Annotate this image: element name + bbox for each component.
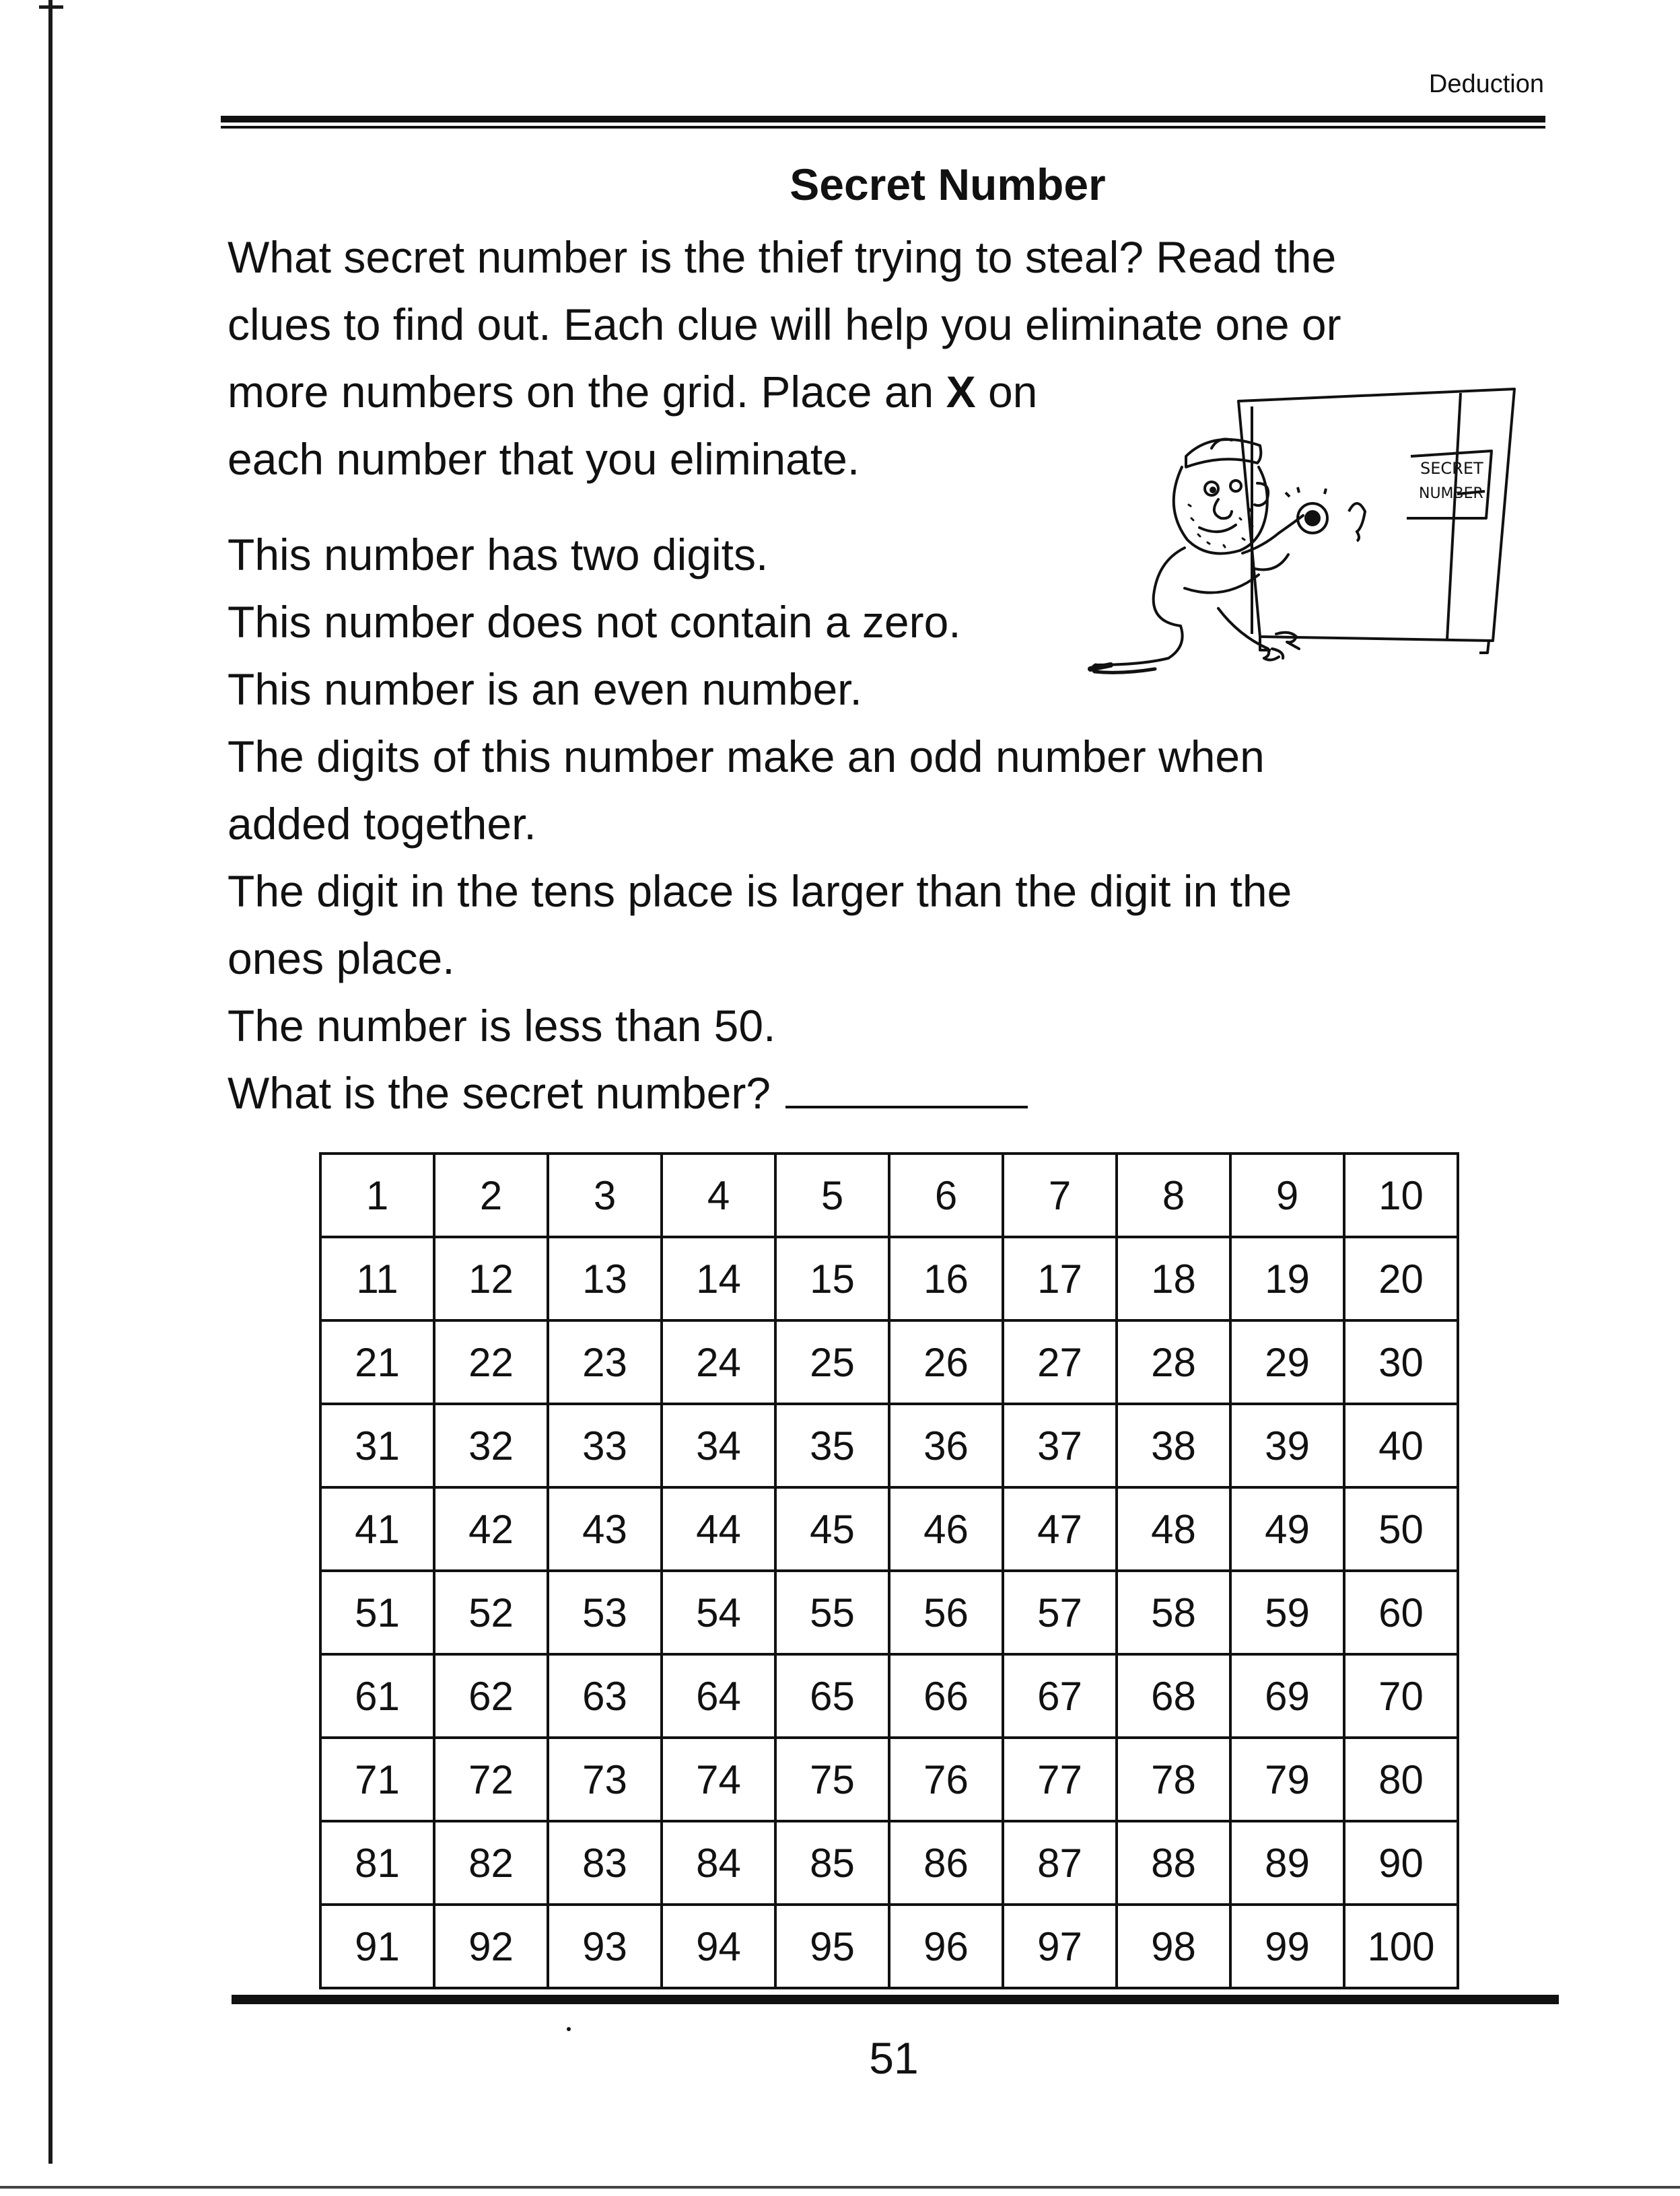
grid-cell[interactable]: 46 bbox=[889, 1487, 1003, 1571]
header-rule bbox=[221, 116, 1545, 131]
grid-cell[interactable]: 19 bbox=[1230, 1237, 1344, 1320]
grid-cell[interactable]: 27 bbox=[1003, 1320, 1117, 1404]
grid-cell[interactable]: 26 bbox=[889, 1320, 1003, 1404]
grid-row bbox=[320, 1905, 1458, 1988]
grid-cell[interactable]: 33 bbox=[548, 1404, 662, 1487]
grid-cell[interactable]: 97 bbox=[1003, 1905, 1117, 1988]
grid-cell[interactable]: 18 bbox=[1117, 1237, 1230, 1320]
instructions-line: What secret number is the thief trying to steal? Read the bbox=[228, 232, 1337, 282]
grid-cell[interactable]: 47 bbox=[1003, 1487, 1117, 1571]
grid-cell[interactable]: 94 bbox=[662, 1905, 775, 1988]
grid-cell[interactable]: 81 bbox=[320, 1821, 434, 1905]
grid-cell[interactable]: 35 bbox=[775, 1404, 889, 1487]
question-line bbox=[228, 1059, 1506, 1127]
grid-row bbox=[320, 1404, 1458, 1487]
grid-cell[interactable]: 13 bbox=[548, 1237, 662, 1320]
grid-cell[interactable]: 16 bbox=[889, 1237, 1003, 1320]
grid-row bbox=[320, 1654, 1458, 1738]
grid-cell[interactable]: 99 bbox=[1230, 1905, 1344, 1988]
safe-label-line2: NUMBER bbox=[1419, 485, 1483, 502]
answer-blank[interactable] bbox=[785, 1068, 1028, 1108]
grid-cell[interactable]: 1 bbox=[320, 1154, 434, 1237]
grid-row bbox=[320, 1487, 1458, 1571]
grid-cell[interactable]: 69 bbox=[1230, 1654, 1344, 1738]
grid-cell[interactable]: 65 bbox=[775, 1654, 889, 1738]
grid-cell[interactable]: 14 bbox=[662, 1237, 775, 1320]
grid-cell[interactable]: 4 bbox=[662, 1154, 775, 1237]
grid-cell[interactable]: 15 bbox=[775, 1237, 889, 1320]
grid-cell[interactable]: 3 bbox=[548, 1154, 662, 1237]
section-label: Deduction bbox=[1428, 70, 1544, 98]
clue: The digits of this number make an odd number when bbox=[228, 732, 1265, 781]
clue: This number is an even number. bbox=[228, 664, 862, 714]
grid-cell[interactable]: 17 bbox=[1003, 1237, 1117, 1320]
grid-row bbox=[320, 1738, 1458, 1821]
grid-cell[interactable]: 32 bbox=[434, 1404, 548, 1487]
grid-cell[interactable]: 68 bbox=[1117, 1654, 1230, 1738]
grid-cell[interactable]: 95 bbox=[775, 1905, 889, 1988]
grid-cell[interactable]: 45 bbox=[775, 1487, 889, 1571]
grid-cell[interactable]: 24 bbox=[662, 1320, 775, 1404]
clue-list bbox=[228, 521, 1506, 1127]
grid-cell[interactable]: 82 bbox=[434, 1821, 548, 1905]
grid-cell[interactable]: 93 bbox=[548, 1905, 662, 1988]
grid-cell[interactable]: 62 bbox=[434, 1654, 548, 1738]
grid-cell[interactable]: 22 bbox=[434, 1320, 548, 1404]
grid-cell[interactable]: 40 bbox=[1344, 1404, 1458, 1487]
grid-cell[interactable]: 12 bbox=[434, 1237, 548, 1320]
binding-edge bbox=[48, 0, 53, 2164]
grid-cell[interactable]: 98 bbox=[1117, 1905, 1230, 1988]
hundreds-grid bbox=[319, 1152, 1459, 1969]
instructions-text: on bbox=[975, 367, 1038, 417]
footer-rule bbox=[232, 1995, 1559, 2004]
clue: added together. bbox=[228, 799, 536, 849]
grid-cell[interactable]: 56 bbox=[889, 1571, 1003, 1654]
grid-row bbox=[320, 1154, 1458, 1237]
grid-cell[interactable]: 21 bbox=[320, 1320, 434, 1404]
grid-cell[interactable]: 29 bbox=[1230, 1320, 1344, 1404]
grid-cell[interactable]: 9 bbox=[1230, 1154, 1344, 1237]
grid-cell[interactable]: 88 bbox=[1117, 1821, 1230, 1905]
grid-cell[interactable]: 55 bbox=[775, 1571, 889, 1654]
grid-cell[interactable]: 5 bbox=[775, 1154, 889, 1237]
grid-cell[interactable]: 92 bbox=[434, 1905, 548, 1988]
grid-cell[interactable]: 23 bbox=[548, 1320, 662, 1404]
grid-cell[interactable]: 48 bbox=[1117, 1487, 1230, 1571]
question-text: What is the secret number? bbox=[228, 1068, 771, 1118]
grid-cell[interactable]: 30 bbox=[1344, 1320, 1458, 1404]
grid-cell[interactable]: 90 bbox=[1344, 1821, 1458, 1905]
grid-cell[interactable]: 79 bbox=[1230, 1738, 1344, 1821]
clue: This number has two digits. bbox=[228, 530, 769, 579]
page-number: 51 bbox=[869, 2033, 919, 2083]
number-grid-table bbox=[319, 1152, 1459, 1989]
grid-row bbox=[320, 1571, 1458, 1654]
grid-cell[interactable]: 61 bbox=[320, 1654, 434, 1738]
clue: ones place. bbox=[228, 933, 455, 983]
grid-cell[interactable]: 41 bbox=[320, 1487, 434, 1571]
grid-cell[interactable]: 44 bbox=[662, 1487, 775, 1571]
grid-cell[interactable]: 78 bbox=[1117, 1738, 1230, 1821]
grid-cell[interactable]: 91 bbox=[320, 1905, 434, 1988]
grid-cell[interactable]: 87 bbox=[1003, 1821, 1117, 1905]
grid-cell[interactable]: 50 bbox=[1344, 1487, 1458, 1571]
grid-cell[interactable]: 38 bbox=[1117, 1404, 1230, 1487]
grid-cell[interactable]: 86 bbox=[889, 1821, 1003, 1905]
grid-cell[interactable]: 59 bbox=[1230, 1571, 1344, 1654]
grid-cell[interactable]: 76 bbox=[889, 1738, 1003, 1821]
grid-cell[interactable]: 80 bbox=[1344, 1738, 1458, 1821]
grid-row bbox=[320, 1821, 1458, 1905]
grid-cell[interactable]: 2 bbox=[434, 1154, 548, 1237]
grid-cell[interactable]: 70 bbox=[1344, 1654, 1458, 1738]
clue: The digit in the tens place is larger than the digit in the bbox=[228, 866, 1292, 916]
grid-cell[interactable]: 6 bbox=[889, 1154, 1003, 1237]
grid-cell[interactable]: 11 bbox=[320, 1237, 434, 1320]
clue: This number does not contain a zero. bbox=[228, 597, 961, 647]
grid-cell[interactable]: 20 bbox=[1344, 1237, 1458, 1320]
binding-notch bbox=[39, 5, 63, 22]
grid-cell[interactable]: 31 bbox=[320, 1404, 434, 1487]
page-title: Secret Number bbox=[790, 160, 1106, 209]
grid-cell[interactable]: 89 bbox=[1230, 1821, 1344, 1905]
page-bottom-edge bbox=[0, 2186, 1680, 2189]
grid-cell[interactable]: 63 bbox=[548, 1654, 662, 1738]
grid-cell[interactable]: 100 bbox=[1344, 1905, 1458, 1988]
grid-cell[interactable]: 58 bbox=[1117, 1571, 1230, 1654]
instructions-text: more numbers on the grid. Place an bbox=[228, 367, 946, 417]
grid-cell[interactable]: 43 bbox=[548, 1487, 662, 1571]
grid-cell[interactable]: 49 bbox=[1230, 1487, 1344, 1571]
grid-row bbox=[320, 1237, 1458, 1320]
grid-cell[interactable]: 85 bbox=[775, 1821, 889, 1905]
grid-cell[interactable]: 34 bbox=[662, 1404, 775, 1487]
grid-cell[interactable]: 52 bbox=[434, 1571, 548, 1654]
grid-cell[interactable]: 57 bbox=[1003, 1571, 1117, 1654]
grid-cell[interactable]: 67 bbox=[1003, 1654, 1117, 1738]
grid-cell[interactable]: 53 bbox=[548, 1571, 662, 1654]
instructions-line: clues to find out. Each clue will help you eliminate one or bbox=[228, 299, 1341, 349]
grid-cell[interactable]: 8 bbox=[1117, 1154, 1230, 1237]
grid-cell[interactable]: 72 bbox=[434, 1738, 548, 1821]
grid-row bbox=[320, 1320, 1458, 1404]
grid-cell[interactable]: 74 bbox=[662, 1738, 775, 1821]
grid-cell[interactable]: 73 bbox=[548, 1738, 662, 1821]
grid-cell[interactable]: 39 bbox=[1230, 1404, 1344, 1487]
grid-cell[interactable]: 28 bbox=[1117, 1320, 1230, 1404]
grid-cell[interactable]: 66 bbox=[889, 1654, 1003, 1738]
grid-cell[interactable]: 83 bbox=[548, 1821, 662, 1905]
safe-label-line1: SECRET bbox=[1420, 459, 1483, 478]
grid-cell[interactable]: 54 bbox=[662, 1571, 775, 1654]
grid-cell[interactable]: 42 bbox=[434, 1487, 548, 1571]
grid-cell[interactable]: 60 bbox=[1344, 1571, 1458, 1654]
grid-cell[interactable]: 7 bbox=[1003, 1154, 1117, 1237]
grid-cell[interactable]: 71 bbox=[320, 1738, 434, 1821]
grid-cell[interactable]: 25 bbox=[775, 1320, 889, 1404]
grid-cell[interactable]: 10 bbox=[1344, 1154, 1458, 1237]
grid-cell[interactable]: 36 bbox=[889, 1404, 1003, 1487]
grid-cell[interactable]: 77 bbox=[1003, 1738, 1117, 1821]
scan-speck bbox=[567, 2027, 571, 2031]
grid-cell[interactable]: 84 bbox=[662, 1821, 775, 1905]
grid-cell[interactable]: 51 bbox=[320, 1571, 434, 1654]
grid-cell[interactable]: 96 bbox=[889, 1905, 1003, 1988]
grid-cell[interactable]: 64 bbox=[662, 1654, 775, 1738]
grid-cell[interactable]: 37 bbox=[1003, 1404, 1117, 1487]
clue: The number is less than 50. bbox=[228, 1001, 776, 1051]
x-mark-text: X bbox=[946, 367, 976, 417]
grid-cell[interactable]: 75 bbox=[775, 1738, 889, 1821]
instructions-line: each number that you eliminate. bbox=[228, 434, 860, 484]
